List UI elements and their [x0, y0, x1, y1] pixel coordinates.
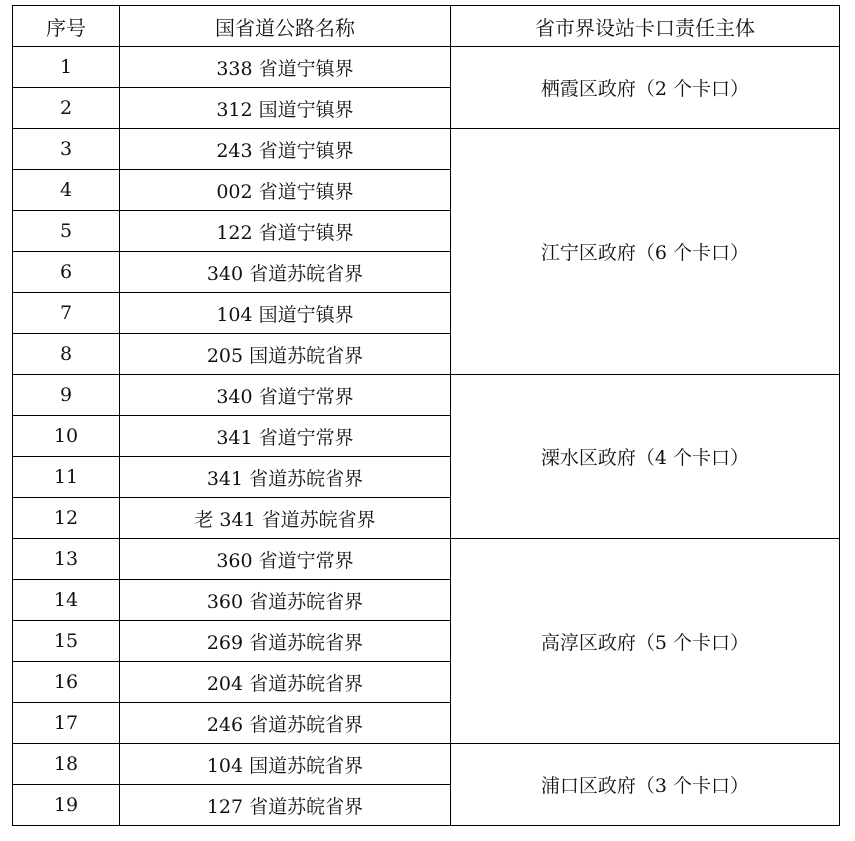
- road-name: 122 省道宁镇界: [120, 211, 451, 252]
- road-name: 341 省道宁常界: [120, 416, 451, 457]
- row-index: 19: [13, 785, 120, 826]
- table-row: [13, 539, 840, 580]
- row-index: 14: [13, 580, 120, 621]
- road-name: 246 省道苏皖省界: [120, 703, 451, 744]
- row-index: 3: [13, 129, 120, 170]
- table-row: [13, 375, 840, 416]
- road-name: 341 省道苏皖省界: [120, 457, 451, 498]
- responsible-entity: 浦口区政府（3 个卡口）: [451, 744, 840, 826]
- road-name: 269 省道苏皖省界: [120, 621, 451, 662]
- road-name: 360 省道宁常界: [120, 539, 451, 580]
- row-index: 15: [13, 621, 120, 662]
- road-name: 243 省道宁镇界: [120, 129, 451, 170]
- row-index: 17: [13, 703, 120, 744]
- responsible-entity: 江宁区政府（6 个卡口）: [451, 129, 840, 375]
- road-name: 340 省道宁常界: [120, 375, 451, 416]
- road-name: 104 国道宁镇界: [120, 293, 451, 334]
- road-name: 204 省道苏皖省界: [120, 662, 451, 703]
- row-index: 13: [13, 539, 120, 580]
- table-row: [13, 744, 840, 785]
- header-row: [13, 6, 840, 47]
- table-row: [13, 47, 840, 88]
- row-index: 12: [13, 498, 120, 539]
- header-index: 序号: [13, 6, 120, 47]
- road-name: 老 341 省道苏皖省界: [120, 498, 451, 539]
- row-index: 4: [13, 170, 120, 211]
- row-index: 6: [13, 252, 120, 293]
- row-index: 7: [13, 293, 120, 334]
- responsible-entity: 栖霞区政府（2 个卡口）: [451, 47, 840, 129]
- table-body: [13, 47, 840, 826]
- responsible-entity: 高淳区政府（5 个卡口）: [451, 539, 840, 744]
- header-responsible-entity: 省市界设站卡口责任主体: [451, 6, 840, 47]
- road-name: 338 省道宁镇界: [120, 47, 451, 88]
- road-name: 340 省道苏皖省界: [120, 252, 451, 293]
- checkpoint-table: [12, 5, 840, 826]
- row-index: 10: [13, 416, 120, 457]
- row-index: 5: [13, 211, 120, 252]
- row-index: 1: [13, 47, 120, 88]
- row-index: 8: [13, 334, 120, 375]
- road-name: 127 省道苏皖省界: [120, 785, 451, 826]
- row-index: 9: [13, 375, 120, 416]
- road-name: 360 省道苏皖省界: [120, 580, 451, 621]
- row-index: 11: [13, 457, 120, 498]
- header-road-name: 国省道公路名称: [120, 6, 451, 47]
- row-index: 16: [13, 662, 120, 703]
- responsible-entity: 溧水区政府（4 个卡口）: [451, 375, 840, 539]
- row-index: 2: [13, 88, 120, 129]
- road-name: 312 国道宁镇界: [120, 88, 451, 129]
- road-name: 002 省道宁镇界: [120, 170, 451, 211]
- road-name: 104 国道苏皖省界: [120, 744, 451, 785]
- road-name: 205 国道苏皖省界: [120, 334, 451, 375]
- row-index: 18: [13, 744, 120, 785]
- table-row: [13, 129, 840, 170]
